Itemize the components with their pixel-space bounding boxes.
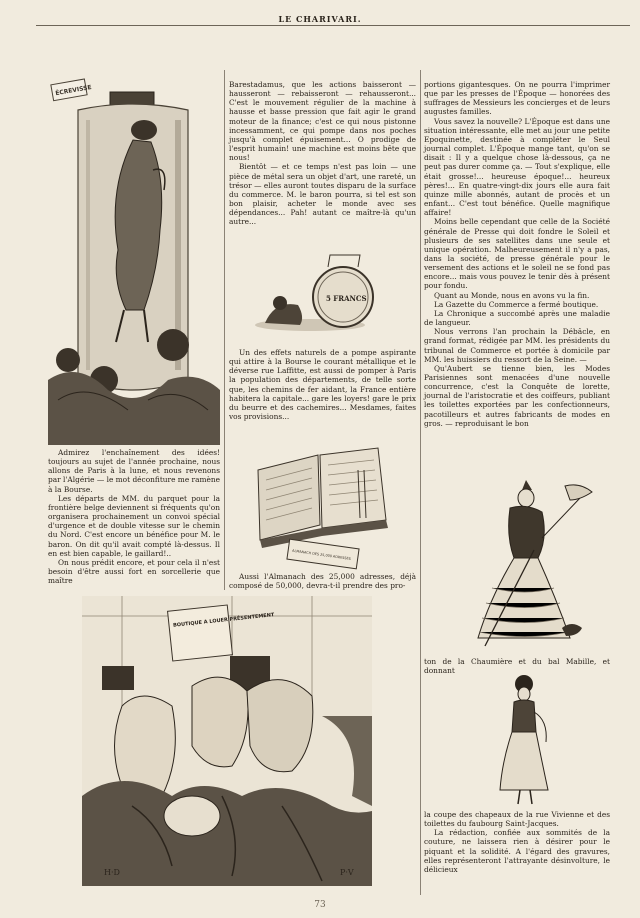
illustration-small-figure xyxy=(490,672,560,807)
page-number: 73 xyxy=(314,900,326,910)
illustration-lady-with-parasol xyxy=(430,478,605,653)
page-header-title: LE CHARIVARI. xyxy=(278,14,362,24)
col2-paragraph-1: Barestadamus, que les actions baisseront — hausseront — rebaisseront — rehausseront... C'est le mouvement régulier de la machine à hausse et basse pression que fait agir le grand moteur de la finance; c'est ce qui nous pistonne incessamment, ce qui pompe dans nos poches jusqu'à complet épuisement... O prodige de l'esprit humain! une machine est moins bête que nous! xyxy=(229,80,416,163)
column-3-top xyxy=(424,80,610,474)
column-2-middle xyxy=(229,348,416,438)
illustration-almanach-book xyxy=(248,440,398,568)
col3-paragraph-6: La Chronique a succombé après une maladie de langueur. xyxy=(424,308,610,328)
col2-paragraph-4: Aussi l'Almanach des 25,000 adresses, déjà composé de 50,000, devra-t-il prendre des pro- xyxy=(229,572,416,591)
column-3-mid xyxy=(424,657,610,676)
col3-paragraph-1: portions gigantesques. On ne pourra l'imprimer que par les presses de l'Époque — honorées des suffrages de Messieurs les concierges et de leurs augustes familles. xyxy=(424,80,610,117)
col1-paragraph-1: Admirez l'enchaînement des idées! toujours au sujet de l'année prochaine, nous allons de Paris à la lune, et nous revenons par l'Algérie — le mot déconfiture me ramène à la Bourse. xyxy=(48,448,220,494)
col3-paragraph-5: La Gazette du Commerce a fermé boutique. xyxy=(434,299,599,309)
illustration-crowd-scene xyxy=(82,596,372,886)
column-divider-2 xyxy=(420,70,421,895)
col1-paragraph-2: Les départs de MM. du parquet pour la frontière belge deviennent si fréquents qu'on organisera prochainement un convoi spécial d'urgence et de double vitesse sur le chemin du Nord. C'est encore un bénéfice pour M. le baron. On dit qu'il avait compté là-dessus. Il en est bien capable, le gaillard!.. xyxy=(48,493,220,558)
almanach-label: ALMANACH DES 25,000 ADRESSES xyxy=(291,548,352,561)
col3-paragraph-2: Vous savez la nouvelle? L'Époque est dans une situation intéressante, elle met au jour une petite Epoquinette, destinée à compléter le Seul journal complet. L'Époque mange tant, qu'on se disait : Il y a quelque chose là-dessous, ça ne peut pas durer comme ça. — Tout s'explique, elle était grosse!... heureuse époque!... heureux pères!... En quatre-vingt-dix jours elle aura fait quinze mille abonnés, autant de procès et un enfant... C'est tout bénéfice. Quelle magnifique affaire! xyxy=(424,116,610,218)
col3-paragraph-9: ton de la Chaumière et du bal Mabille, et donnant xyxy=(424,657,610,676)
col3-paragraph-8: Qu'Aubert se tienne bien, les Modes Parisiennes sont menacées d'une nouvelle concurrence, c'est la Conquête de lorette, journal de l'aristocratie et des coiffeurs, publiant les toilettes exportées par les confectionneurs, pacotilleurs et autres fabricants de modes en gros. — reproduisant le bon xyxy=(424,363,610,428)
col3-paragraph-11: La rédaction, confiée aux sommités de la couture, ne laissera rien à désirer pour le piquant et la solidité. A l'égard des gravures, elles représenteront l'attrayante désinvolture, le délicieux xyxy=(424,828,610,874)
jar-label-text: ÉCREVISSE xyxy=(54,83,93,98)
column-1 xyxy=(48,448,220,593)
col3-paragraph-3: Moins belle cependant que celle de la Société générale de Presse qui doit fondre le Soleil et plusieurs de ses satellites dans une seule et unique opération. Malheureusement il n'y a pas, dans la société, de presse générale pour le versement des actions et le soleil ne se fond pas encore... mais vous pouvez le tenir dès à présent pour fondu. xyxy=(424,217,610,291)
illustration-five-francs-coin xyxy=(250,245,390,335)
column-2-bottom xyxy=(229,572,416,594)
column-3-bottom xyxy=(424,810,610,885)
col1-paragraph-3: On nous prédit encore, et pour cela il n'est besoin d'être aussi fort en sorcellerie que maître xyxy=(48,557,220,586)
column-2-top xyxy=(229,80,416,240)
col2-paragraph-3: Un des effets naturels de a pompe aspirante qui attire à la Bourse le courant métallique et le déverse rue Laffitte, est aussi de pomper à Paris la population des départements, de telle sorte que, les chemins de fer aidant, la France entière habitera la capitale... gare les loyers! gare le prix du beurre et des cachemires... Mesdames, faites vos provisions... xyxy=(229,348,416,422)
col3-paragraph-4: Quant au Monde, nous en avons vu la fin. xyxy=(434,290,590,300)
col3-paragraph-10: la coupe des chapeaux de la rue Vivienne et des toilettes du faubourg Saint-Jacques. xyxy=(424,810,610,829)
shop-sign-text: BOUTIQUE A LOUER PRÉSENTEMENT xyxy=(172,612,275,629)
signature-right: P·V xyxy=(340,868,354,877)
header-rule xyxy=(36,25,630,26)
col2-paragraph-2: Bientôt — et ce temps n'est pas loin — une pièce de métal sera un objet d'art, une rareté, un trésor — elles auront toutes disparu de la surface du commerce. M. le baron pourra, si tel est son bon plaisir, acheter le monde avec ses dépendances... Pah! autant ce maître-là qu'un autre... xyxy=(229,162,416,227)
coin-text: 5 FRANCS xyxy=(326,294,367,303)
col3-paragraph-7: Nous verrons l'an prochain la Débâcle, en grand format, rédigée par MM. les présidents du tribunal de Commerce et portée à domicile par MM. les huissiers du ressort de la Seine. — xyxy=(424,327,610,364)
illustration-man-in-jar xyxy=(48,80,220,445)
signature-left: H·D xyxy=(104,868,120,877)
column-divider-1 xyxy=(224,70,225,590)
